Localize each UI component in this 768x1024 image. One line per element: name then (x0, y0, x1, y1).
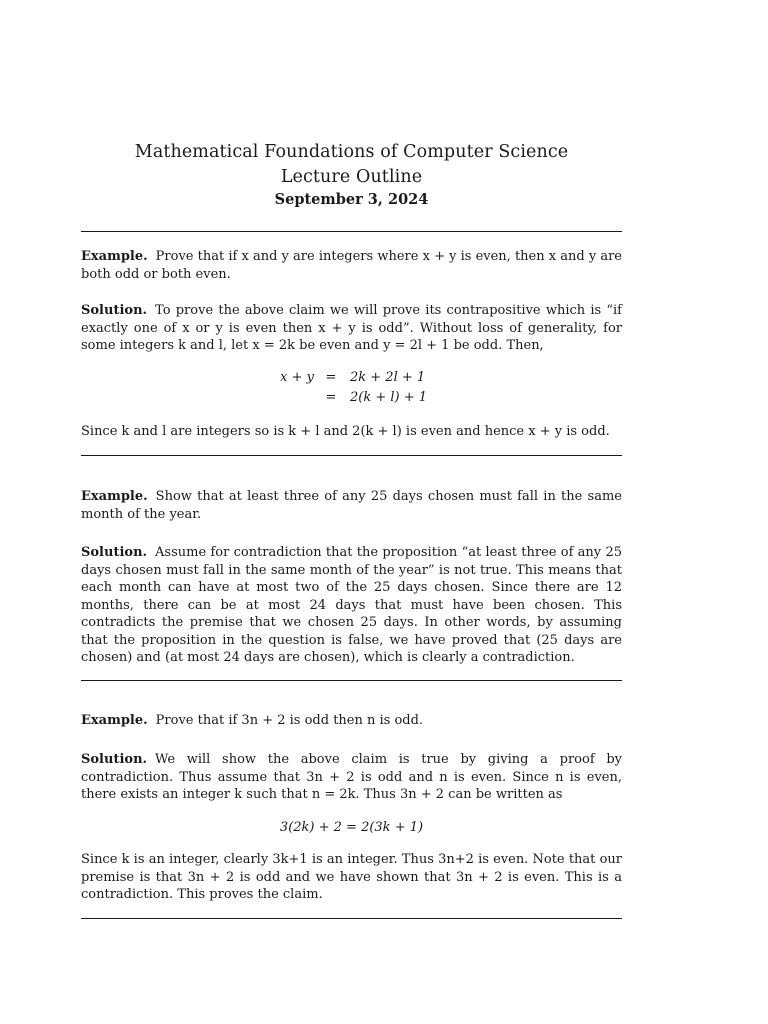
example-3 (81, 712, 622, 730)
solution-1 (81, 302, 622, 355)
document-subtitle: Lecture Outline (280, 167, 423, 187)
example-label: Example. (81, 249, 148, 264)
solution-text: To prove the above claim we will prove its contrapositive which is “if exactly one of x or y is even then x + y is odd”. Without loss of generality, for some integers k and l, let x = 2k be even and y = 2l + 1 be odd. Then, (81, 303, 622, 353)
conclusion-1: Since k and l are integers so is k + l and 2(k + l) is even and hence x + y is odd. (81, 424, 610, 439)
display-equation: 3(2k) + 2 = 2(3k + 1) (279, 820, 424, 835)
document-date: September 3, 2024 (274, 191, 429, 208)
example-text: Prove that if 3n + 2 is odd then n is odd. (155, 713, 424, 728)
solution-label: Solution. (81, 545, 148, 560)
example-text: Show that at least three of any 25 days chosen must fall in the same month of the year. (81, 489, 622, 522)
solution-3 (81, 751, 622, 804)
equation-row (81, 368, 622, 388)
equation-row (81, 388, 622, 408)
equation-operator: = (325, 370, 337, 385)
equation-rhs: 2(k + l) + 1 (350, 390, 428, 405)
example-1 (81, 248, 622, 283)
document-header (81, 140, 622, 209)
solution-2 (81, 544, 622, 667)
section-divider (81, 231, 622, 232)
example-label: Example. (81, 489, 148, 504)
equation-operator: = (325, 390, 337, 405)
equation-lhs: x + y (280, 370, 314, 385)
section-divider (81, 918, 622, 919)
example-2 (81, 488, 622, 523)
section-divider (81, 680, 622, 681)
solution-label: Solution. (81, 752, 148, 767)
solution-text: Assume for contradiction that the proposition “at least three of any 25 days chosen must fall in the same month of the year” is not true. This means that each month can have at most two of the 25 days chosen. Since there are 12 months, there can be at most 24 days that must have been chosen. This contradicts the premise that we chosen 25 days. In other words, by assuming that the proposition in the question is false, we have proved that (25 days are chosen) and (at most 24 days are chosen), which is clearly a contradiction. (81, 545, 622, 665)
equation-array (81, 368, 622, 408)
conclusion-3: Since k is an integer, clearly 3k+1 is an integer. Thus 3n+2 is even. Note that our premise is that 3n + 2 is odd and we have shown that 3n + 2 is even. This is a contradiction. This proves the claim. (81, 852, 622, 902)
example-label: Example. (81, 713, 148, 728)
example-text: Prove that if x and y are integers where x + y is even, then x and y are both odd or both even. (81, 249, 622, 282)
document-title: Mathematical Foundations of Computer Science (134, 142, 569, 162)
section-divider (81, 455, 622, 456)
solution-label: Solution. (81, 303, 148, 318)
equation-rhs: 2k + 2l + 1 (350, 370, 426, 385)
solution-text: We will show the above claim is true by giving a proof by contradiction. Thus assume that 3n + 2 is odd and n is even. Since n is even, there exists an integer k such that n = 2k. Thus 3n + 2 can be written as (81, 752, 622, 802)
